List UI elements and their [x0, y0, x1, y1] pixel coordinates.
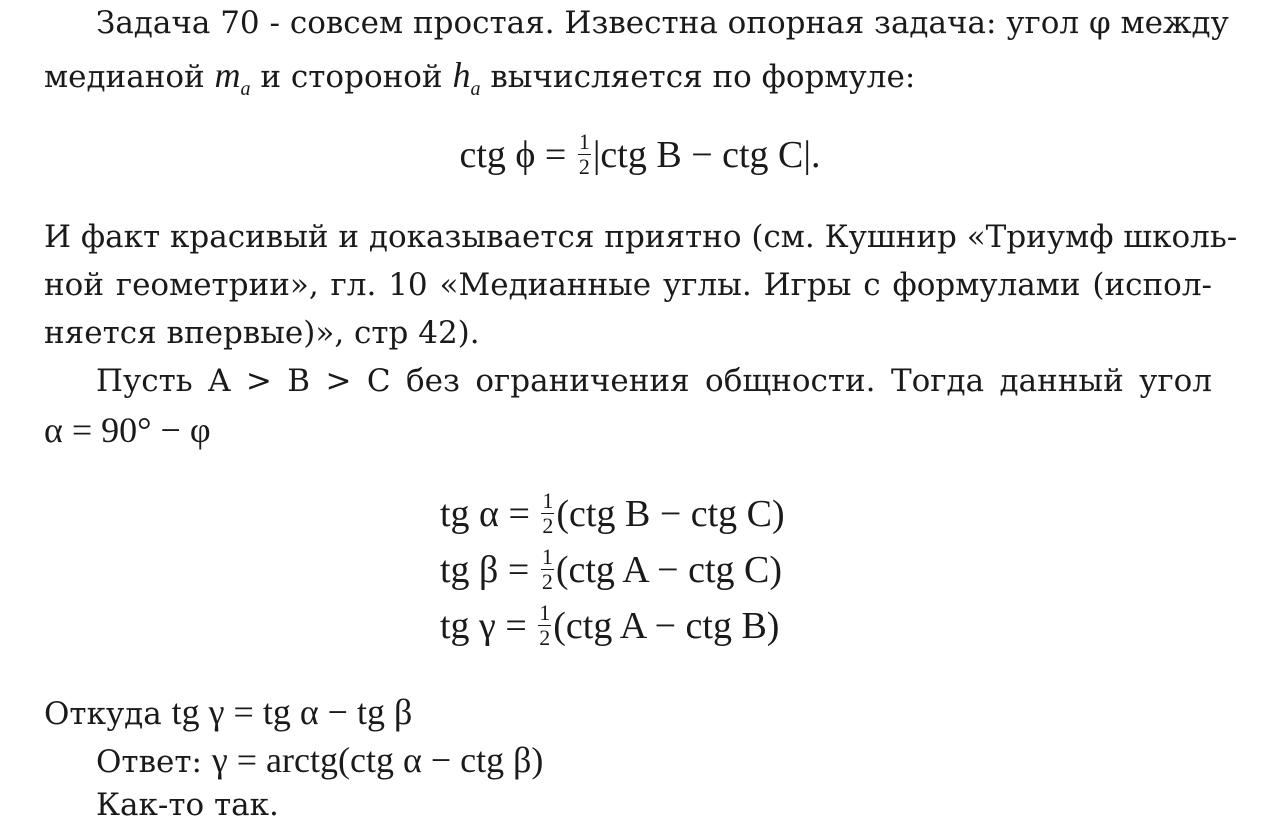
paragraph-3-line-1: Пусть A > B > C без ограничения общности. Тогда данный угол: [96, 363, 1212, 399]
paragraph-2-line-1: И факт красивый и доказывается приятно (см. Кушнир «Триумф школь-: [44, 219, 1238, 255]
fraction-half: $\frac{1}{2}$: [542, 488, 554, 538]
answer-formula: γ = arctg(ctg α − ctg β): [211, 740, 544, 780]
paragraph-1-line-1: Задача 70 - совсем простая. Известна опорная задача: угол φ между: [96, 5, 1229, 41]
paragraph-2-line-3: няется впервые)», стр 42).: [44, 315, 480, 351]
math-m: $m_a$: [214, 55, 251, 101]
text-whence: Откуда: [44, 696, 162, 732]
answer-line: [96, 742, 543, 778]
formula-rhs: |ctg B − ctg C|.: [592, 134, 821, 177]
text-side: и стороной: [260, 59, 443, 95]
equation-lhs: tg β =: [440, 549, 530, 592]
fraction-half: $\frac{1}{2}$: [578, 129, 590, 179]
math-h: $h_a$: [452, 55, 481, 101]
fraction-half: $\frac{1}{2}$: [539, 600, 551, 650]
text-median: медианой: [44, 59, 205, 95]
paragraph-4-line-1: [44, 694, 412, 730]
formula-ctg-phi: [0, 129, 1280, 182]
equation-rhs: (ctg A − ctg C): [555, 549, 783, 592]
paragraph-1-line-2: [44, 57, 915, 99]
equation-tg-gamma: [440, 600, 780, 653]
equation-tg-alpha: [440, 488, 785, 541]
paragraph-3-line-2: α = 90° − φ: [44, 410, 211, 450]
equation-rhs: (ctg A − ctg B): [553, 605, 780, 648]
math-tg-gamma: tg γ = tg α − tg β: [171, 692, 413, 732]
closing-line: Как-то так.: [96, 787, 279, 823]
formula-lhs: ctg ϕ =: [459, 134, 567, 177]
equation-lhs: tg α =: [440, 493, 530, 536]
paragraph-2-line-2: ной геометрии», гл. 10 «Медианные углы. Игры с формулами (испол-: [44, 267, 1212, 303]
answer-label: Ответ:: [96, 744, 202, 780]
fraction-half: $\frac{1}{2}$: [541, 544, 553, 594]
equation-rhs: (ctg B − ctg C): [556, 493, 785, 536]
text-formula-intro: вычисляется по формуле:: [490, 59, 916, 95]
equation-lhs: tg γ =: [440, 605, 527, 648]
equation-tg-beta: [440, 544, 783, 597]
